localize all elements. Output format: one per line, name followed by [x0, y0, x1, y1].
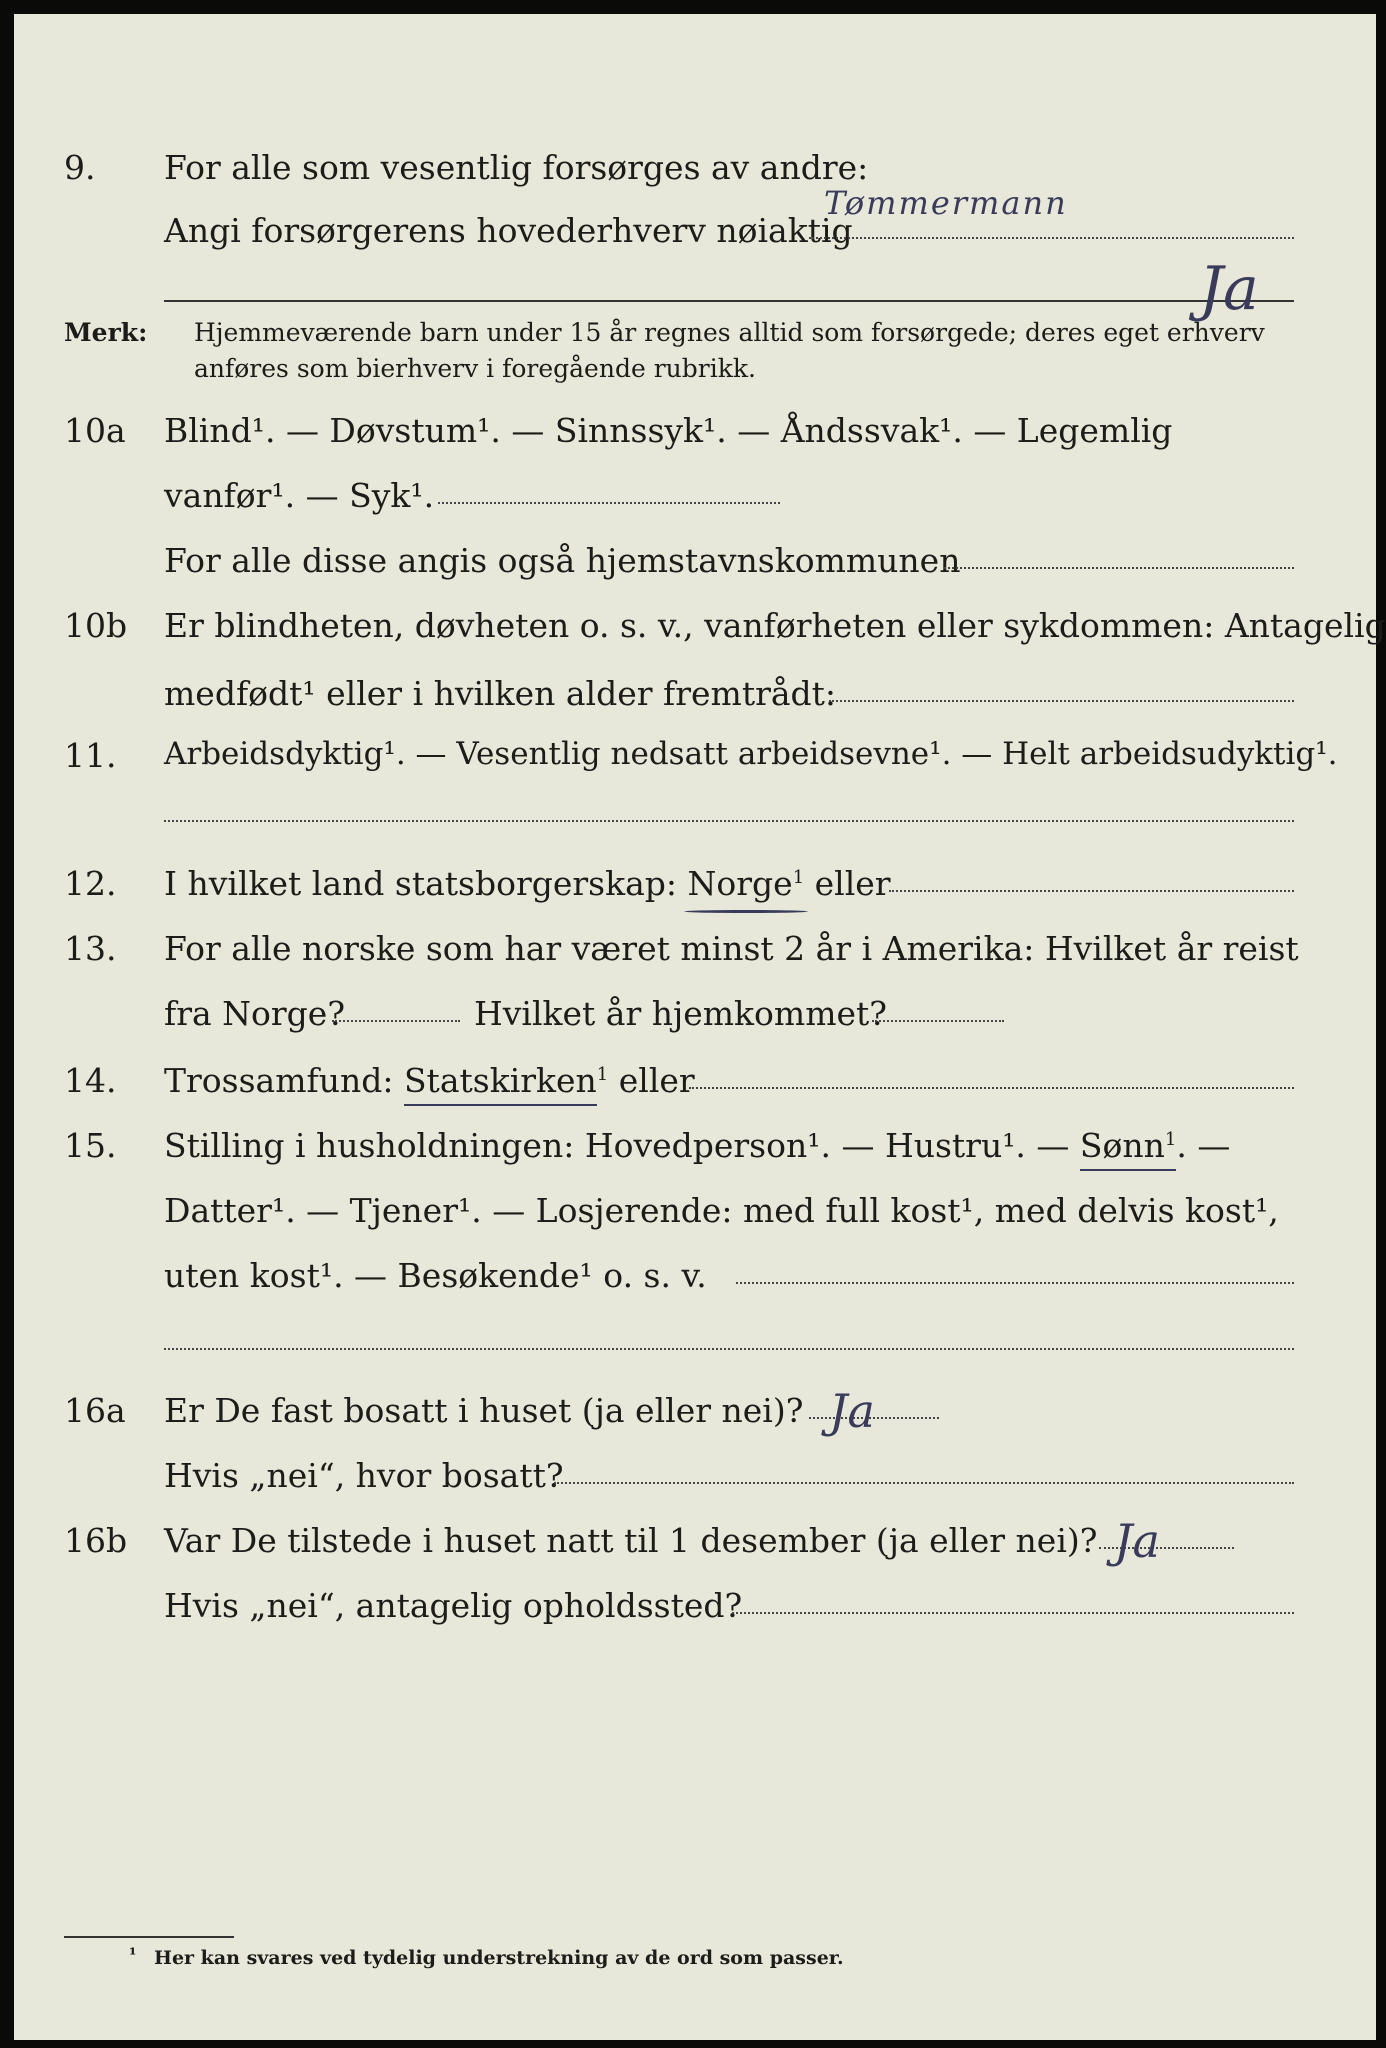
q16b-handwritten-answer: Ja	[1114, 1514, 1160, 1568]
q9-handwritten-answer: Tømmermann	[824, 184, 1068, 222]
merk-line1: Hjemmeværende barn under 15 år regnes alltid som forsørgede; deres eget erhverv	[194, 318, 1265, 347]
q15-line2: Datter¹. — Tjener¹. — Losjerende: med full kost¹, med delvis kost¹,	[164, 1191, 1279, 1230]
q10a-number: 10a	[64, 411, 126, 450]
q16a-line2: Hvis „nei“, hvor bosatt?	[164, 1456, 564, 1495]
q14-prefix: Trossamfund:	[164, 1061, 394, 1100]
q9-number: 9.	[64, 148, 96, 187]
q12-line	[164, 864, 891, 903]
merk-handwritten-mark: Ja	[1199, 254, 1259, 324]
q14-number: 14.	[64, 1061, 117, 1100]
q15-extra-line[interactable]	[164, 1348, 1294, 1350]
q15-answer-line[interactable]	[736, 1282, 1294, 1284]
q16a-number: 16a	[64, 1391, 126, 1430]
q10a-line1: Blind¹. — Døvstum¹. — Sinnssyk¹. — Åndssvak¹. — Legemlig	[164, 411, 1173, 450]
q12-answer-line[interactable]	[889, 890, 1294, 892]
q13-line1: For alle norske som har været minst 2 år i Amerika: Hvilket år reist	[164, 929, 1299, 968]
q10a-line2: vanfør¹. — Syk¹.	[164, 476, 435, 515]
q10b-answer-line[interactable]	[829, 700, 1294, 702]
q13-reist-line[interactable]	[332, 1020, 460, 1022]
merk-line2: anføres som bierhverv i foregående rubrikk.	[194, 354, 756, 383]
q16a-handwritten-answer: Ja	[829, 1384, 875, 1438]
q9-answer-line[interactable]	[809, 237, 1294, 239]
q14-choice-statskirken[interactable]: Statskirken	[404, 1061, 597, 1100]
q16b-line2: Hvis „nei“, antagelig opholdssted?	[164, 1586, 743, 1625]
q14-suffix: eller	[618, 1061, 695, 1100]
q10b-line1: Er blindheten, døvheten o. s. v., vanførheten eller sykdommen: Antagelig	[164, 606, 1386, 645]
q12-suffix: eller	[814, 864, 891, 903]
q10b-number: 10b	[64, 606, 128, 645]
q15-line3: uten kost¹. — Besøkende¹ o. s. v.	[164, 1256, 707, 1295]
q15-number: 15.	[64, 1126, 117, 1165]
q15-choice-sonn[interactable]: Sønn$^1$	[1080, 1126, 1176, 1165]
census-form-page	[14, 14, 1386, 2040]
q16a-bosatt-line[interactable]	[554, 1482, 1294, 1484]
q16b-line1: Var De tilstede i huset natt til 1 desember (ja eller nei)?	[164, 1521, 1098, 1560]
q13-line2b: Hvilket år hjemkommet?	[474, 994, 887, 1033]
q9-extra-line[interactable]	[164, 300, 1294, 302]
q15-line1	[164, 1126, 1231, 1165]
q12-prefix: I hvilket land statsborgerskap:	[164, 864, 678, 903]
footnote-mark: ¹	[129, 1945, 137, 1965]
q9-line2: Angi forsørgerens hovederhverv nøiaktig	[164, 211, 853, 250]
q13-hjemkommet-line[interactable]	[872, 1020, 1004, 1022]
q11-line1: Arbeidsdyktig¹. — Vesentlig nedsatt arbeidsevne¹. — Helt arbeidsudyktig¹.	[164, 736, 1338, 772]
q10a-hjemstavn-line[interactable]	[944, 567, 1294, 569]
q12-choice-norge[interactable]: Norge$^1$	[688, 864, 805, 903]
q16b-number: 16b	[64, 1521, 128, 1560]
q16b-opholdssted-line[interactable]	[732, 1612, 1294, 1614]
q13-number: 13.	[64, 929, 117, 968]
q10a-line3: For alle disse angis også hjemstavnskommunen	[164, 541, 961, 580]
q11-answer-line[interactable]	[164, 820, 1294, 822]
footnote-text: Her kan svares ved tydelig understrekning av de ord som passer.	[154, 1947, 844, 1969]
q10a-syk-line[interactable]	[438, 502, 780, 504]
q14-line: Trossamfund: Statskirken $^1$ eller	[164, 1064, 695, 1097]
q12-number: 12.	[64, 864, 117, 903]
footnote-divider	[64, 1936, 234, 1938]
q15-line1-suffix: . —	[1176, 1126, 1231, 1165]
q10b-line2: medfødt¹ eller i hvilken alder fremtrådt:	[164, 674, 837, 713]
q14-answer-line[interactable]	[689, 1087, 1294, 1089]
q13-line2a: fra Norge?	[164, 994, 346, 1033]
merk-label: Merk:	[64, 318, 148, 347]
q9-line1: For alle som vesentlig forsørges av andre:	[164, 148, 869, 187]
q11-number: 11.	[64, 736, 117, 775]
q15-line1-prefix: Stilling i husholdningen: Hovedperson¹. — Hustru¹. —	[164, 1126, 1070, 1165]
q16a-line1: Er De fast bosatt i huset (ja eller nei)?	[164, 1391, 804, 1430]
